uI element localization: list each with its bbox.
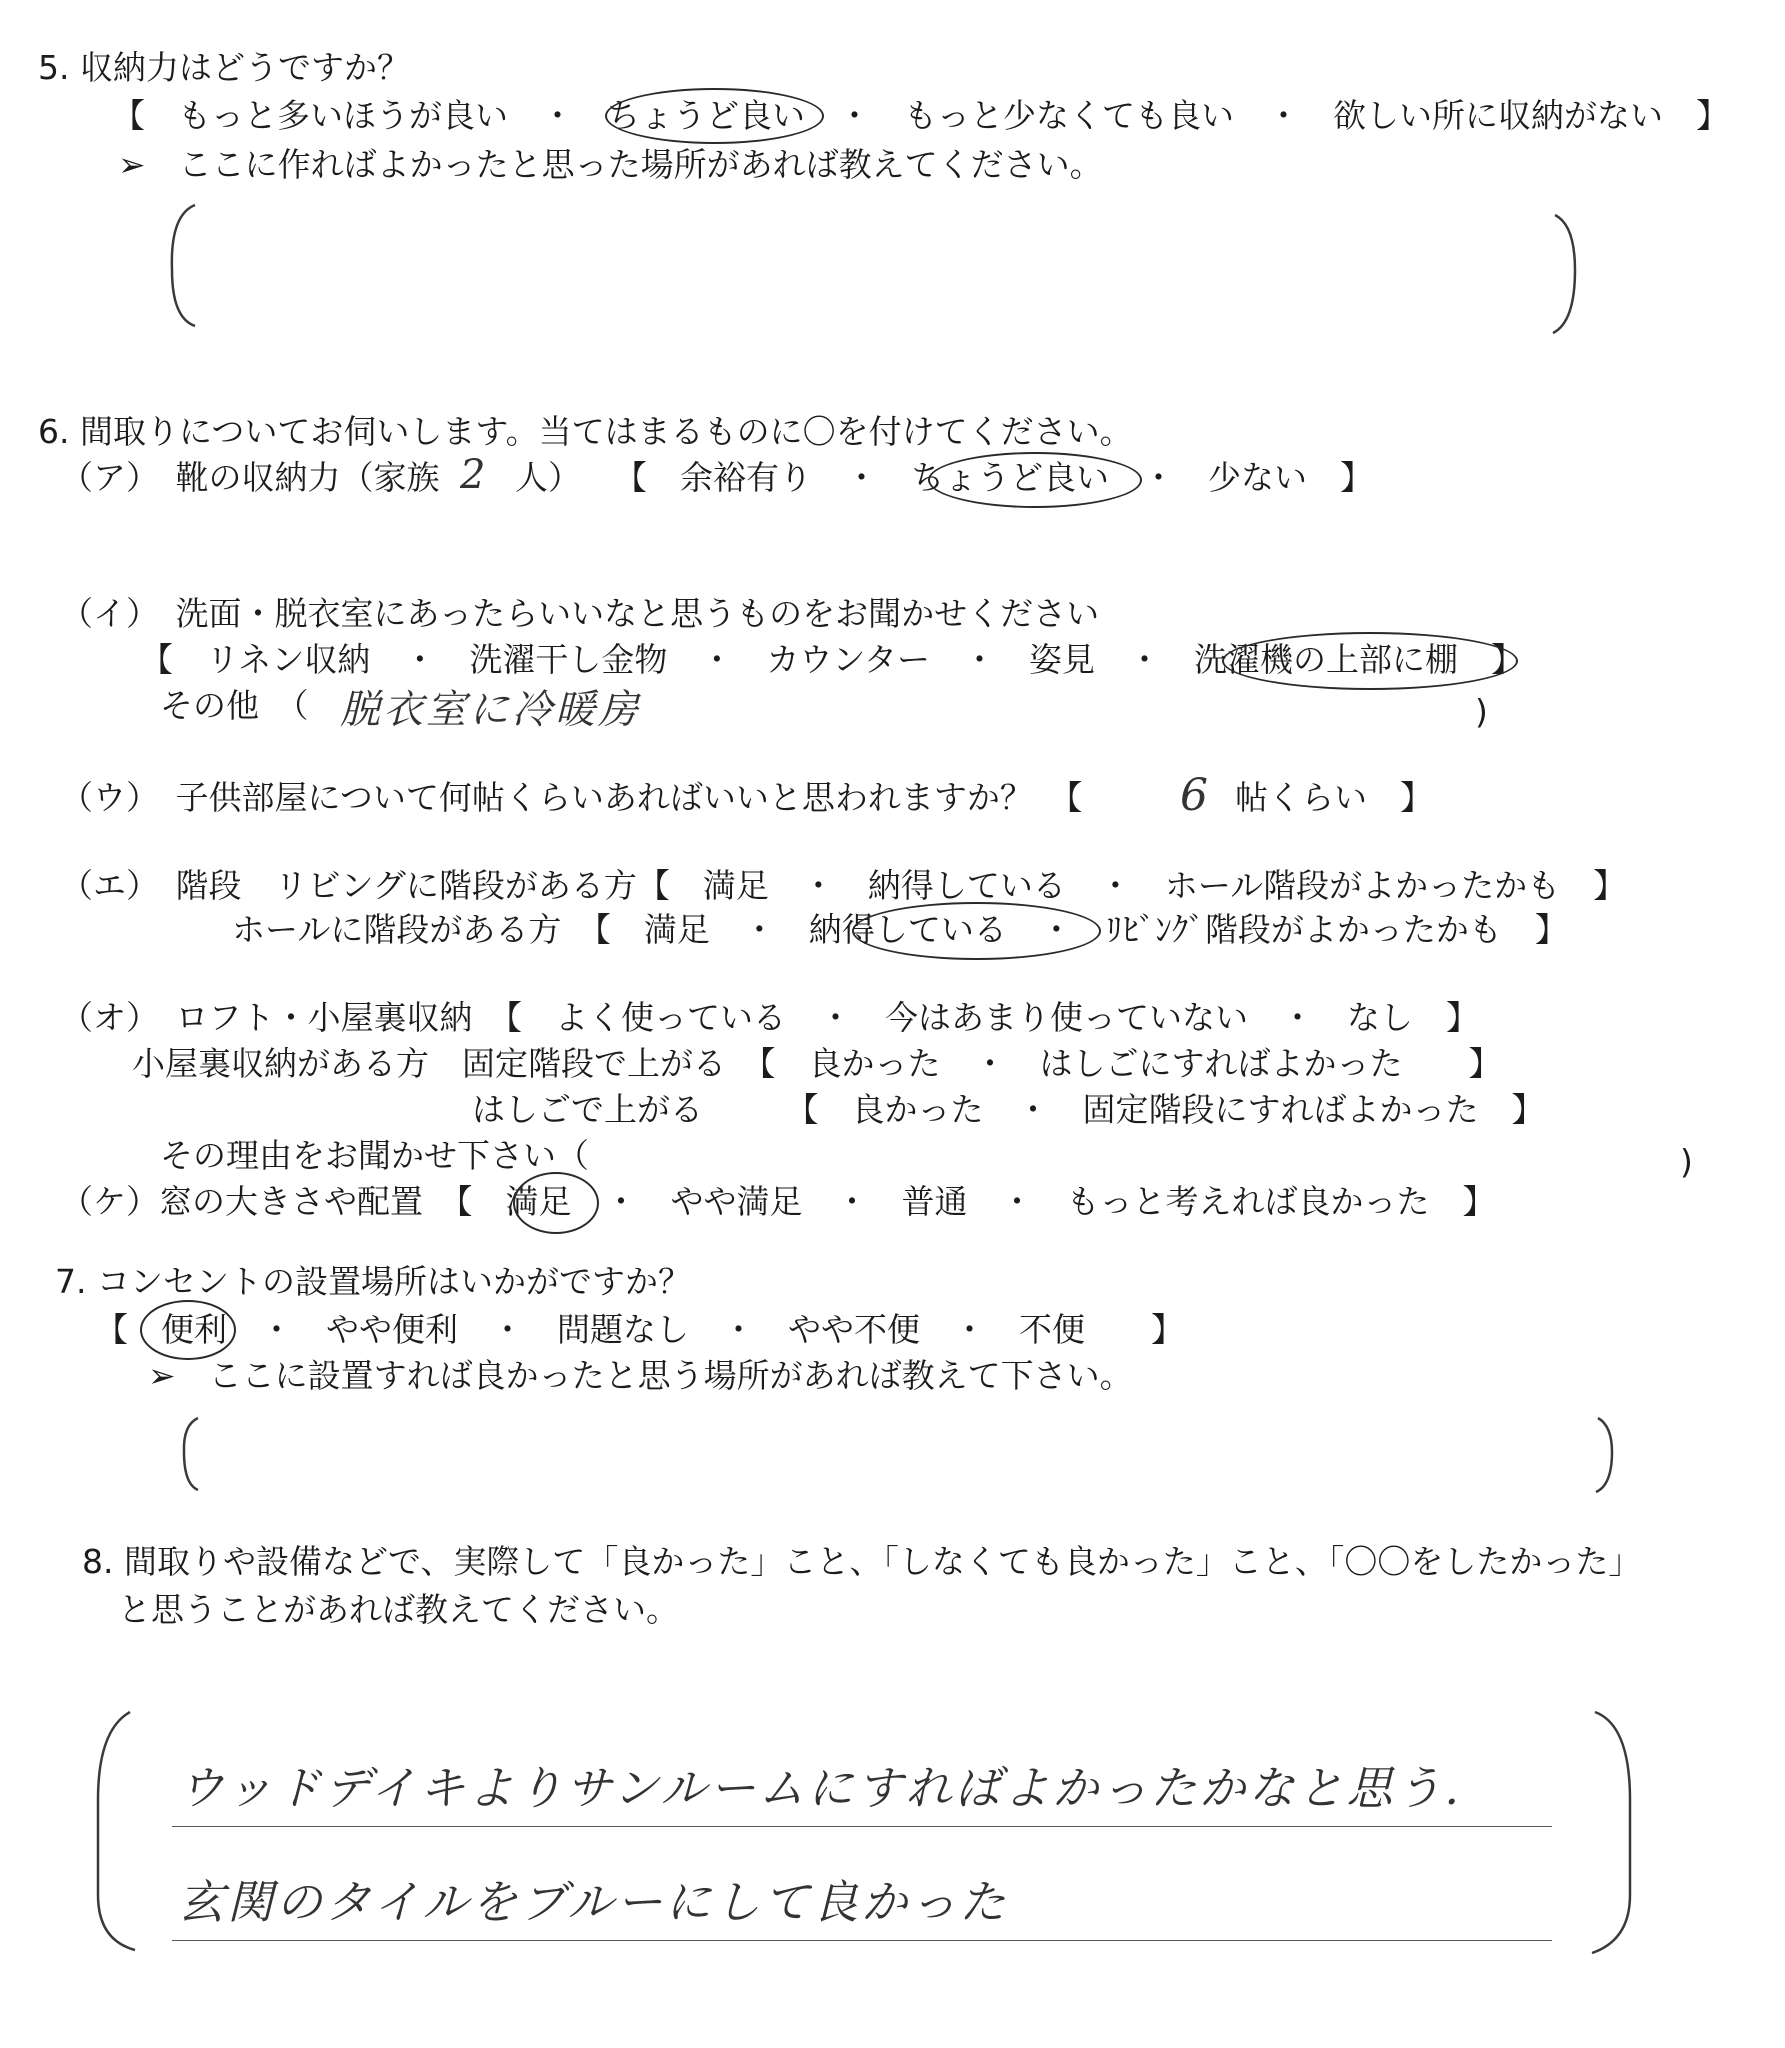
q8-answer-bracket-left bbox=[98, 1712, 135, 1950]
q6u-answer[interactable]: 6 bbox=[1180, 770, 1211, 821]
q8-answer-line2[interactable]: 玄関のタイルをブルーにして良かった bbox=[178, 1875, 1009, 1929]
q6o-reason-close: ) bbox=[1680, 1142, 1693, 1181]
q8-answer-rule2 bbox=[172, 1940, 1552, 1941]
q7-choices[interactable]: 【 便利 ・ やや便利 ・ 問題なし ・ やや不便 ・ 不便 】 bbox=[95, 1310, 1184, 1349]
q8-answer-line1[interactable]: ウッドデイキよりサンルームにすればよかったかなと思う. bbox=[178, 1761, 1463, 1815]
q6a-choices[interactable]: 人） 【 余裕有り ・ ちょうど良い ・ 少ない 】 bbox=[515, 458, 1373, 497]
q5-title: 5. 収納力はどうですか？ bbox=[38, 48, 410, 87]
q6i-choices[interactable]: 【 リネン収納 ・ 洗濯干し金物 ・ カウンター ・ 姿見 ・ 洗濯機の上部に棚 】 bbox=[140, 640, 1525, 679]
q8-answer-rule1 bbox=[172, 1826, 1552, 1827]
q6i-label: （イ） 洗面・脱衣室にあったらいいなと思うものをお聞かせください bbox=[60, 594, 1100, 633]
q6o-line3[interactable]: はしごで上がる 【 良かった ・ 固定階段にすればよかった 】 bbox=[472, 1090, 1545, 1129]
q8-title-cont: と思うことがあれば教えてください。 bbox=[118, 1590, 679, 1629]
q6a-selected-circle bbox=[928, 452, 1142, 508]
q6i-other-close: ) bbox=[1475, 692, 1488, 731]
q6o-reason-label: その理由をお聞かせ下さい（ bbox=[160, 1136, 589, 1175]
q6i-selected-circle bbox=[1222, 632, 1518, 690]
q7-sub-prompt: ➢ ここに設置すれば良かったと思う場所があれば教えて下さい。 bbox=[148, 1356, 1133, 1395]
q6i-other-label: その他 （ bbox=[160, 686, 309, 725]
q5-answer-bracket-right bbox=[1553, 215, 1575, 333]
q6a-family-count[interactable]: 2 bbox=[460, 452, 489, 498]
q8-title: 8. 間取りや設備などで、実際して「良かった」こと、「しなくても良かった」こと、「〇〇をしたかった」 bbox=[82, 1542, 1642, 1581]
q6u-label: （ウ） 子供部屋について何帖くらいあればいいと思われますか？ 【 bbox=[60, 778, 1083, 817]
q6ke-line[interactable]: （ケ）窓の大きさや配置 【 満足 ・ やや満足 ・ 普通 ・ もっと考えれば良かった 】 bbox=[60, 1182, 1496, 1221]
q5-answer-bracket-left bbox=[172, 205, 195, 326]
q7-title: 7. コンセントの設置場所はいかがですか？ bbox=[55, 1262, 691, 1301]
q6-title: 6. 間取りについてお伺いします。当てはまるものに〇を付けてください。 bbox=[38, 412, 1133, 451]
q6e-selected-circle bbox=[852, 902, 1101, 960]
q6u-suffix: 帖くらい 】 bbox=[1235, 778, 1433, 817]
q6e-line1[interactable]: （エ） 階段 リビングに階段がある方【 満足 ・ 納得している ・ ホール階段がよかったかも 】 bbox=[60, 866, 1627, 905]
q6e-line2[interactable]: ホールに階段がある方 【 満足 ・ 納得している ・ ﾘﾋﾞﾝｸﾞ階段がよかったかも 】 bbox=[232, 910, 1568, 949]
q5-sub-prompt: ➢ ここに作ればよかったと思った場所があれば教えてください。 bbox=[118, 145, 1103, 184]
q7-selected-circle bbox=[140, 1300, 236, 1360]
q7-answer-bracket-right bbox=[1596, 1418, 1612, 1492]
q8-answer-bracket-right bbox=[1592, 1712, 1630, 1953]
q5-selected-circle bbox=[605, 88, 824, 144]
q6i-other-answer[interactable]: 脱衣室に冷暖房 bbox=[340, 687, 641, 733]
q7-answer-bracket-left bbox=[184, 1418, 198, 1490]
q6a-label: （ア） 靴の収納力（家族 bbox=[60, 458, 440, 497]
q6ke-selected-circle bbox=[513, 1172, 599, 1234]
q6o-line2[interactable]: 小屋裏収納がある方 固定階段で上がる 【 良かった ・ はしごにすればよかった 】 bbox=[132, 1044, 1502, 1083]
q6o-line1[interactable]: （オ） ロフト・小屋裏収納 【 よく使っている ・ 今はあまり使っていない ・ なし 】 bbox=[60, 998, 1479, 1037]
q5-choices[interactable]: 【 もっと多いほうが良い ・ ちょうど良い ・ もっと少なくても良い ・ 欲しい所に収納がない 】 bbox=[112, 96, 1729, 135]
